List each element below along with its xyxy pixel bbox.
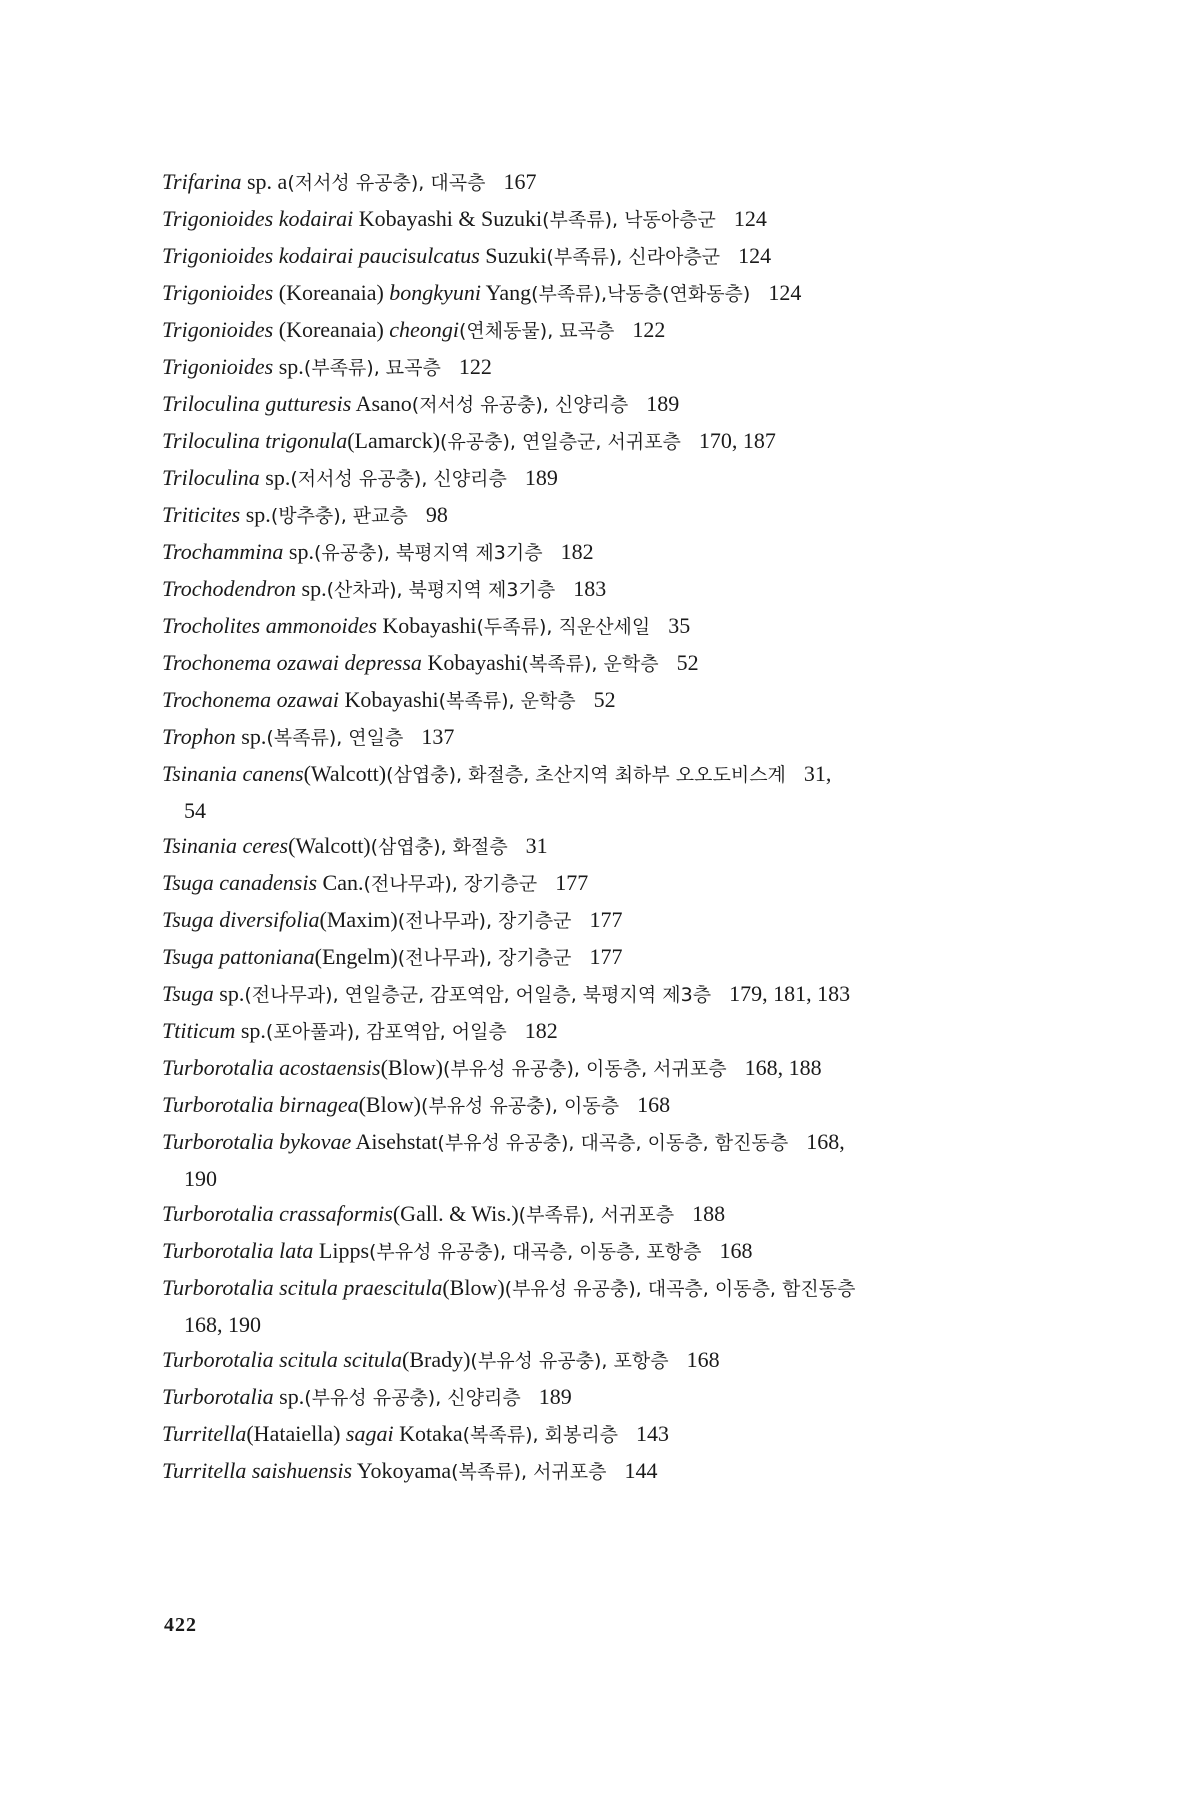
page-refs: 168 [686,1347,720,1372]
korean-description: (유공충), 연일층군, 서귀포층 [440,431,681,453]
index-entry [162,865,1042,902]
page-refs: 122 [632,317,666,342]
index-entry [162,423,1042,460]
author-text: (Engelm) [314,944,398,969]
author-text: sp. [235,724,267,749]
korean-description: (부족류), 낙동아층군 [542,209,716,231]
author-text: Kobayashi [421,650,522,675]
korean-description: (복족류), 서귀포층 [451,1461,607,1483]
index-entry [162,1196,1042,1233]
author-text: sp. [273,354,304,379]
page-refs: 170, 187 [698,428,776,453]
index-entry [162,460,1042,497]
species-name: Tsuga pattoniana [162,944,315,969]
author-text: sp. [240,502,271,527]
author-text: (Walcott) [303,761,387,786]
index-entry [162,939,1042,976]
author-text: (Gall. & Wis.) [392,1201,519,1226]
korean-description: (부족류), 서귀포층 [518,1204,675,1226]
species-name: Turborotalia scitula praescitula [162,1275,443,1300]
page-refs: 177 [589,907,623,932]
index-entry [162,497,1042,534]
page-refs: 143 [636,1421,670,1446]
index-entry [162,201,1042,238]
species-name: Triloculina gutturesis [162,391,352,416]
species-name: Trigonioides [162,280,274,305]
korean-description: (부족류), 신라아층군 [546,246,721,268]
species-name: Tsinania ceres [162,833,289,858]
species-name: Turritella saishuensis [162,1458,353,1483]
korean-description: (부유성 유공충), 신양리층 [304,1387,521,1409]
index-entry [162,1233,1042,1270]
index-entry-continuation: 168, 190 [184,1312,261,1337]
page-refs: 31, [803,761,832,786]
index-entry [162,1453,1042,1490]
author-text: Lipps [313,1238,370,1263]
author-text: (Lamarck) [347,428,441,453]
page-refs: 177 [555,870,589,895]
index-entry [162,1013,1042,1050]
index-entry [162,682,1042,719]
species-name: Trigonioides kodairai [162,206,354,231]
author-text: sp. [213,981,245,1006]
species-name: Tsuga diversifolia [162,907,320,932]
page-refs: 182 [524,1018,558,1043]
korean-description: (전나무과), 장기층군 [397,947,572,969]
korean-description: (부유성 유공충), 이동층 [420,1095,620,1117]
index-entry [162,571,1042,608]
korean-description: (부족류), 묘곡층 [303,357,441,379]
index-entry [162,386,1042,423]
page-refs: 188 [692,1201,726,1226]
index-entry [162,608,1042,645]
korean-description: (저서성 유공충), 대곡층 [287,172,486,194]
page-refs: 122 [458,354,492,379]
index-entry [162,756,1042,793]
author-text: sp. [259,465,291,490]
author-text: sp. [296,576,327,601]
author-text-2: Yang [480,280,532,305]
korean-description: (부유성 유공충), 대곡층, 이동층, 함진동층 [437,1132,789,1154]
species-name: Turborotalia lata [162,1238,314,1263]
species-epithet: sagai [345,1421,394,1446]
korean-description: (복족류), 운학층 [438,690,576,712]
author-text: Kobayashi & Suzuki [353,206,543,231]
page-refs: 183 [573,576,607,601]
page-refs: 168, 188 [744,1055,822,1080]
page-number: 422 [164,1614,197,1636]
species-name: Tsinania canens [162,761,304,786]
author-text: sp. [273,1384,305,1409]
index-entry [162,1270,1042,1307]
species-name: Trochonema ozawai [162,687,340,712]
korean-description: (복족류), 연일층 [266,727,404,749]
author-text: Aisehstat [351,1129,438,1154]
page-refs: 98 [425,502,448,527]
korean-description: (방추충), 판교층 [270,505,408,527]
species-name: Turborotalia acostaensis [162,1055,381,1080]
page-refs: 52 [676,650,699,675]
korean-description: (전나무과), 장기층군 [363,873,538,895]
species-name: Trochodendron [162,576,297,601]
author-text: sp. a [241,169,288,194]
index-entry [162,1342,1042,1379]
page-refs: 31 [525,833,548,858]
author-text-2: Kotaka [393,1421,463,1446]
korean-description: (산차과), 북평지역 제3기층 [326,579,556,601]
korean-description: (부유성 유공충), 대곡층, 이동층, 함진동층 [504,1278,856,1300]
index-entry [162,1416,1042,1453]
korean-description: (부유성 유공충), 이동층, 서귀포층 [442,1058,727,1080]
species-name: Triloculina [162,465,260,490]
author-text: (Blow) [442,1275,505,1300]
species-epithet: bongkyuni [389,280,481,305]
species-name: Turritella [162,1421,247,1446]
index-entry [162,719,1042,756]
korean-description: (포아풀과), 감포역암, 어일층 [265,1021,507,1043]
species-name: Tsuga canadensis [162,870,318,895]
species-name: Tsuga [162,981,214,1006]
korean-description: (전나무과), 장기층군 [397,910,572,932]
species-name: Triticites [162,502,241,527]
species-name: Trigonioides [162,354,274,379]
author-text: (Koreanaia) [273,317,390,342]
author-text: Kobayashi [376,613,477,638]
page-refs: 189 [646,391,680,416]
species-name: Turborotalia birnagea [162,1092,359,1117]
species-name: Trocholites ammonoides [162,613,377,638]
index-entry [162,828,1042,865]
species-name: Turborotalia crassaformis [162,1201,393,1226]
species-name: Turborotalia [162,1384,274,1409]
index-entry-continuation: 54 [184,798,206,823]
korean-description: (삼엽충), 화절층, 초산지역 최하부 오오도비스계 [386,764,786,786]
index-entry [162,534,1042,571]
index-entry [162,275,1042,312]
author-text: sp. [235,1018,266,1043]
author-text: Asano [351,391,412,416]
page-refs: 124 [768,280,802,305]
korean-description: (전나무과), 연일층군, 감포역암, 어일층, 북평지역 제3층 [244,984,712,1006]
author-text: (Hataiella) [246,1421,346,1446]
korean-description: (복족류), 회봉리층 [462,1424,619,1446]
author-text: (Maxim) [319,907,398,932]
index-entry [162,976,1042,1013]
species-name: Trifarina [162,169,242,194]
page-refs: 167 [503,169,537,194]
species-name: Turborotalia bykovae [162,1129,352,1154]
index-entry [162,902,1042,939]
page-refs: 168 [637,1092,671,1117]
korean-description: (부유성 유공충), 포항층 [470,1350,669,1372]
author-text: (Walcott) [288,833,371,858]
author-text: Can. [317,870,364,895]
species-name: Trigonioides kodairai paucisulcatus [162,243,480,268]
page-refs: 124 [738,243,772,268]
author-text: (Brady) [402,1347,471,1372]
species-epithet: cheongi [389,317,459,342]
korean-description: (삼엽충), 화절층 [370,836,508,858]
author-text: (Blow) [380,1055,443,1080]
index-entry [162,238,1042,275]
species-name: Triloculina trigonula [162,428,348,453]
page-refs: 52 [593,687,616,712]
page-refs: 137 [421,724,455,749]
author-text: (Blow) [358,1092,421,1117]
species-name: Trochonema ozawai depressa [162,650,422,675]
page-refs: 124 [733,206,767,231]
index-entry [162,312,1042,349]
korean-description: (복족류), 운학층 [521,653,659,675]
page-refs: 189 [538,1384,572,1409]
page-refs: 179, 181, 183 [729,981,851,1006]
page-refs: 168, [806,1129,845,1154]
species-name: Ttiticum [162,1018,236,1043]
index-entry [162,164,1042,201]
korean-description: (부유성 유공충), 대곡층, 이동층, 포항층 [369,1241,702,1263]
species-name: Trigonioides [162,317,274,342]
index-entry-list [162,164,1042,1490]
author-text: Suzuki [479,243,547,268]
index-entry [162,349,1042,386]
page-refs: 144 [624,1458,658,1483]
author-text: Yokoyama [352,1458,452,1483]
species-name: Trophon [162,724,236,749]
page-refs: 168 [719,1238,753,1263]
index-entry [162,1087,1042,1124]
page-refs: 182 [560,539,594,564]
author-text: sp. [283,539,314,564]
korean-description: (저서성 유공충), 신양리층 [290,468,507,490]
index-entry [162,1379,1042,1416]
page-refs: 177 [589,944,623,969]
index-entry [162,1050,1042,1087]
korean-description: (저서성 유공충), 신양리층 [411,394,629,416]
page-refs: 35 [668,613,691,638]
korean-description: (유공충), 북평지역 제3기층 [313,542,543,564]
author-text: (Koreanaia) [273,280,390,305]
author-text: Kobayashi [339,687,439,712]
korean-description: (두족류), 직운산세일 [476,616,651,638]
korean-description: (부족류),낙동층(연화동층) [531,283,751,305]
korean-description: (연체동물), 묘곡층 [458,320,615,342]
species-name: Turborotalia scitula scitula [162,1347,402,1372]
page-refs: 189 [524,465,558,490]
index-entry [162,1124,1042,1161]
index-entry [162,645,1042,682]
species-name: Trochammina [162,539,284,564]
index-entry-continuation: 190 [184,1166,217,1191]
